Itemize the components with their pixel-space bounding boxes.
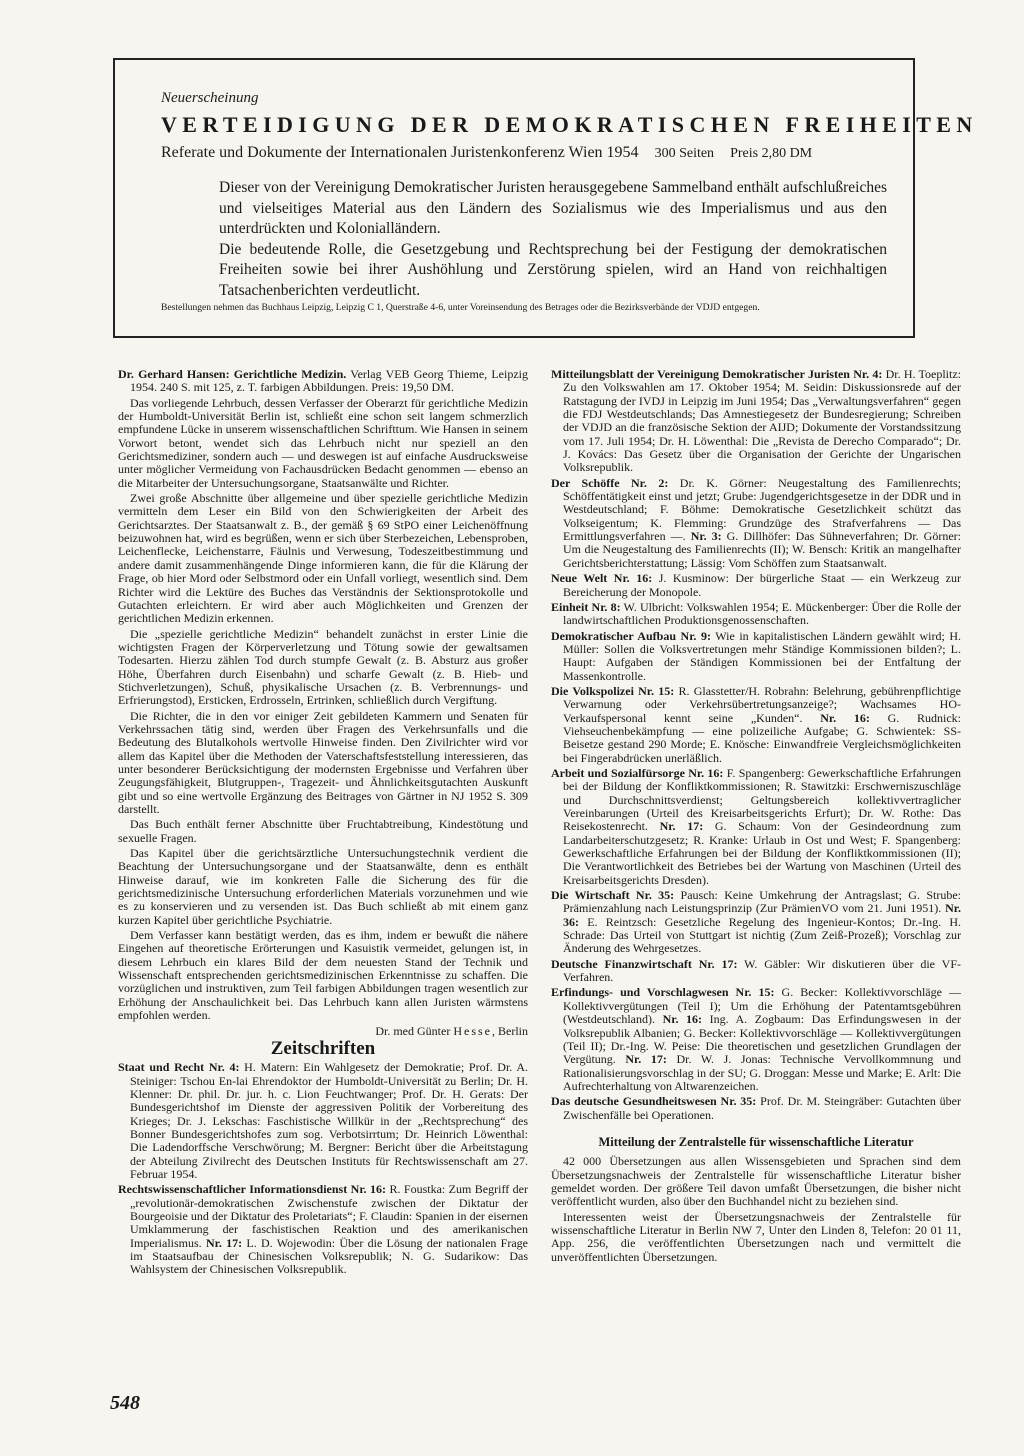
order-note: Bestellungen nehmen das Buchhaus Leipzig, Leipzig C 1, Querstraße 4-6, unter Voreinsendung des Betrages oder die Bezirksverbände der VDJD entgegen. xyxy=(161,302,760,313)
journal-contents: G. Schaum: Von der Gesindeordnung zum Landarbeiterschutzgesetz; R. Kranke: Urlaub in Ost und West; F. Spangenberg: Gewerkschaftliche Erfahrungen bei der Bildung der Konfliktkommissionen (II); Die Verantwortlichkeit des Betriebes bei der Wartung von Maschinen (Urteil des Kreisarbeitsgerichts Dresden). xyxy=(563,819,961,887)
journal-title: Arbeit und Sozialfürsorge Nr. 16: xyxy=(551,765,724,780)
journal-contents: L. D. Wojewodin: Über die Lösung der nationalen Frage im Staatsaufbau der Chinesischen Volksrepublik; N. G. Sudarikow: Das Wahlsystem der Chinesischen Volksrepublik. xyxy=(130,1235,529,1277)
signature-prefix: Dr. med Günter xyxy=(375,1023,454,1038)
journal-entry xyxy=(551,1095,961,1122)
journal-title: Neue Welt Nr. 16: xyxy=(551,571,653,586)
journal-contents: J. Kusminow: Der bürgerliche Staat — ein Werkzeug zur Bereicherung der Monopole. xyxy=(563,571,962,599)
journal-contents: W. Gäbler: Wir diskutieren über die VF-Verfahren. xyxy=(563,956,961,985)
page-number: 548 xyxy=(110,1392,140,1414)
journal-title: Erfindungs- und Vorschlagwesen Nr. 15: xyxy=(551,985,775,1000)
review-signature xyxy=(118,1025,528,1038)
journal-contents: Dr. K. Görner: Neugestaltung des Familienrechts; Schöffentätigkeit einst und jetzt; Grube: Jugendgerichtsgesetze in der DDR und in Westdeutschland; F. Böhme: Demokratische Gesetzlichkeit schützt das Volkseigentum; K. Flemming: Grundzüge des Strafverfahrens — Das Ermittlungsverfahren —. xyxy=(563,475,961,544)
journal-contents: E. Reintzsch: Gesetzliche Regelung des Ingenieur-Kontos; Dr.-Ing. H. Schrade: Das Urteil von Stuttgart ist nichtig (Zum Zeiß-Prozeß); Vorschlag zur Änderung des Wehrgesetzes. xyxy=(563,914,961,956)
journal-issue: Nr. 16: xyxy=(662,1012,703,1027)
announcement-description xyxy=(219,178,887,301)
review-heading xyxy=(118,368,528,395)
announcement-subtitle xyxy=(161,144,901,162)
right-column xyxy=(551,368,961,1266)
journal-entry xyxy=(551,958,961,985)
review-paragraph: Das Buch enthält ferner Abschnitte über Fruchtabtreibung, Kindestötung und sexuelle Fragen. xyxy=(118,817,528,845)
review-paragraph: Das vorliegende Lehrbuch, dessen Verfasser der Oberarzt für gerichtliche Medizin der Humboldt-Universität Berlin ist, schließt eine schon seit langem schmerzlich empfundene Lücke in unserem wissenschaftlichen Schrifttum. Wie Hansen in seinem Vorwort betont, wendet sich das Lehrbuch nicht nur speziell an den Gerichtsmediziner, sondern auch — und deswegen ist auf einfache Ausdrucksweise unter möglicher Vermeidung von Fachausdrücken Bedacht genommen — ebenso an die Mitarbeiter der Untersuchungsorgane, Staatsanwälte und Richter. xyxy=(118,395,528,490)
review-author-title: Dr. Gerhard Hansen: Gerichtliche Medizin. xyxy=(118,367,347,381)
journal-contents: F. Spangenberg: Gewerkschaftliche Erfahrungen bei der Bildung der Konfliktkommissionen; R. Stawitzki: Erschwerniszuschläge und Durchschnittsverdienst; Geltungsbereich kollektivvertraglicher Vereinbarungen (Urteil des Kreisarbeitsgerichts Erfurt); Dr. W. Rothe: Das Reisekostenrecht. xyxy=(563,765,961,834)
journal-issue: Nr. 17: xyxy=(659,819,704,834)
mitteilung-heading: Mitteilung der Zentralstelle für wissenschaftliche Literatur xyxy=(598,1134,914,1149)
journal-title: Deutsche Finanzwirtschaft Nr. 17: xyxy=(551,956,738,971)
pages-count: 300 Seiten xyxy=(654,146,715,161)
journal-entry xyxy=(551,767,961,887)
journal-title: Die Wirtschaft Nr. 35: xyxy=(551,888,675,903)
review-publication: Verlag VEB Georg Thieme, Leipzig 1954. 240 S. mit 125, z. T. farbigen Abbildungen. Preis: 19,50 DM. xyxy=(130,367,528,395)
review-paragraph: Zwei große Abschnitte über allgemeine und über spezielle gerichtliche Medizin vermitteln dem Leser ein Bild von den Schwierigkeiten der Arbeit des Gerichtsarztes. Der Staatsanwalt z. B., der gemäß § 69 StPO einer Leichenöffnung beizuwohnen hat, wird es begrüßen, wenn er sich über Sterbezeichen, Lebensproben, Leichenflecke, Leichenstarre, Fäulnis und Verwesung, Todeszeitbestimmung und andere damit zusammenhängende Dinge informieren kann, die für die Klärung der Frage, ob hier Mord oder Selbstmord oder ein Unfall vorliegt, wesentlich sind. Dem Richter wird die Lektüre des Buches das Verständnis der Sektionsprotokolle und Gutachten erleichtern. Er wird aber auch Möglichkeiten und Grenzen der gerichtlichen Medizin erkennen. xyxy=(118,491,528,626)
announcement-box xyxy=(113,58,978,338)
subtitle-text: Referate und Dokumente der Internationalen Juristenkonferenz Wien 1954 xyxy=(161,144,639,161)
review-paragraph: Das Kapitel über die gerichtsärztliche Untersuchungstechnik verdient die Beachtung der Untersuchungsorgane und der Staatsanwälte, denn es enthält Hinweise darauf, wie im konkreten Falle die Sicherung des für die gerichtsmedizinische Untersuchung erforderlichen Materials vorzunehmen und wie es zu konservieren und zu versenden ist. Das Buch schließt ab mit einem ganz kurzen Kapitel über gerichtliche Psychiatrie. xyxy=(118,846,528,927)
journal-entry xyxy=(551,685,961,765)
journal-issue: Nr. 3: xyxy=(690,529,722,544)
journal-entry xyxy=(551,986,961,1093)
journal-title: Staat und Recht Nr. 4: xyxy=(118,1060,240,1075)
announcement-kicker: Neuerscheinung xyxy=(161,90,259,106)
price: Preis 2,80 DM xyxy=(730,146,813,161)
journal-issue: Nr. 16: xyxy=(820,710,870,725)
journal-contents: Dr. W. J. Jonas: Technische Vervollkommnung und Rationalisierungsvorschlag in der SU; G. Droggan: Messe und Marke; E. Arlt: Die Aufrechterhaltung von Altwarenzeichen. xyxy=(563,1052,962,1093)
review-paragraph: Die „spezielle gerichtliche Medizin“ behandelt zunächst in erster Linie die wichtigsten Fragen der Körperverletzung und Tötung sowie der gewaltsamen Todesarten. Hierzu zählen Tod durch stumpfe Gewalt (z. B. Absturz aus großer Höhe, Überfahren durch Eisenbahn) und scharfe Gewalt (z. B. Hieb- und Stichverletzungen), Schuß, physikalische Ursachen (z. B. Verbrennungs- und Erfrierungstod), Ersticken, Erdrosseln, Ertrinken, schließlich durch Vergiftung. xyxy=(118,626,528,708)
mitteilung-paragraph: Interessenten weist der Übersetzungsnachweis der Zentralstelle für wissenschaftliche Literatur in Berlin NW 7, Unter den Linden 8, Telefon: 20 01 11, App. 256, die veröffentlichten Übersetzungen nach und vermittelt die unveröffentlichten Übersetzungen. xyxy=(551,1209,961,1264)
journal-contents: R. Foustka: Zum Begriff der „revolutionär-demokratischen Zwischenstufe zwischen der Diktatur der Bourgeoisie und der Diktatur des Proletariats“; F. Claudin: Spanien in der eisernen Umklammerung der faschistischen Reaktion und des amerikanischen Imperialismus. xyxy=(130,1182,528,1250)
signature-name: Hesse xyxy=(453,1023,492,1038)
journal-entry xyxy=(551,368,961,475)
journal-title: Die Volkspolizei Nr. 15: xyxy=(551,683,675,698)
journal-contents: W. Ulbricht: Volkswahlen 1954; E. Mückenberger: Über die Rolle der landwirtschaftlichen Produktionsgenossenschaften. xyxy=(563,599,961,628)
journal-entry xyxy=(551,889,961,956)
journal-contents: G. Dillhöfer: Das Sühneverfahren; Dr. Görner: Um die Neugestaltung des Familienrechts (II); W. Bensch: Kritik an mangelhafter Gerichtsberichterstattung; Lässig: Vom Schöffen zum Staatsanwalt. xyxy=(563,529,962,570)
left-column xyxy=(118,368,528,1279)
journal-contents: Ing. A. Zogbaum: Das Erfindungswesen in der Volksrepublik Albanien; G. Becker: Kollektivvorschläge — Kollektivvergütungen (Teil II); Dr.-Ing. W. Peise: Die theoretischen und gesetzlichen Grundlagen der Vergütung. xyxy=(563,1012,961,1067)
mitteilung-paragraph: 42 000 Übersetzungen aus allen Wissensgebieten und Sprachen sind dem Übersetzungsnachweis der Zentralstelle für wissenschaftliche Literatur bisher gemeldet worden. Der größere Teil davon umfaßt Übersetzungen, die bisher nicht veröffentlicht wurden, also über den Buchhandel nicht zu beziehen sind. xyxy=(551,1154,961,1209)
journal-contents: G. Becker: Kollektivvorschläge — Kollektivvergütungen (Teil I); Um die Erhöhung der Patentamtsgebühren (Westdeutschland). xyxy=(563,985,961,1027)
journal-entry xyxy=(551,601,961,628)
journal-title: Einheit Nr. 8: xyxy=(551,599,621,614)
journal-contents: Wie in kapitalistischen Ländern gewählt wird; H. Müller: Sollen die Volksvertretungen mehr Ständige Kommissionen bilden?; L. Haupt: Aufgaben der Ständigen Kommissionen bei der Entfaltung der Massenkontrolle. xyxy=(563,628,961,683)
announcement-title: VERTEIDIGUNG DER DEMOKRATISCHEN FREIHEITEN xyxy=(161,112,978,137)
journal-entry xyxy=(118,1061,528,1181)
journal-title: Mitteilungsblatt der Vereinigung Demokratischer Juristen Nr. 4: xyxy=(551,367,883,381)
journal-contents: Dr. H. Toeplitz: Zu den Volkswahlen am 17. Oktober 1954; M. Seidin: Diskussionsrede auf der Ratstagung der IVDJ in Leipzig im Juni 1954; Das „Verwaltungsverfahren“ gegen die FDJ Westdeutschlands; Das Amnestiegesetz der Bundesregierung; Schreiben der VDJD an die französische Sektion der AIJD; Dokumente der Vorstandssitzung vom 17. Juli 1954; Dr. H. Löwenthal: Die „Revista de Derecho Comparado“; Dr. J. Kovács: Das Gesetz über die Organisation der Gerichte der Ungarischen Volksrepublik. xyxy=(563,367,961,475)
journal-entry xyxy=(551,630,961,683)
description-paragraph: Die bedeutende Rolle, die Gesetzgebung und Rechtsprechung bei der Festigung der demokratischen Freiheiten sowie bei ihrer Aushöhlung und Zerstörung spielen, wird an Hand von reichhaltigen Tatsachenberichten verdeutlicht. xyxy=(219,240,887,299)
journal-entry xyxy=(118,1183,528,1276)
journal-entry xyxy=(551,477,961,570)
journal-contents: Pausch: Keine Umkehrung der Antragslast; G. Strube: Prämienzahlung nach Leistungsprinzip (Zur PrämienVO vom 21. Juni 1951). xyxy=(563,888,961,916)
journal-contents: H. Matern: Ein Wahlgesetz der Demokratie; Prof. Dr. A. Steiniger: Tschou En-lai Ehrendoktor der Humboldt-Universität zu Berlin; Dr. H. Klenner: Dr. phil. Dr. jur. h. c. Lion Feuchtwanger; Prof. Dr. H. Gerats: Der Bundesgerichtshof im Dienste der aggressiven Politik der Vorbereitung des Krieges; Dr. J. Lekschas: Faschistische Willkür in der „Rechtsprechung“ des Bonner Bundesgerichtshofes zum sog. Verbotsirrtum; Dr. Heinrich Löwenthal: Die Ladendorffsche Verschwörung; M. Bergner: Bericht über die Arbeitstagung der Abteilung Zivilrecht des Deutschen Instituts für Rechtswissenschaft am 27. Februar 1954. xyxy=(130,1060,529,1181)
journal-title: Demokratischer Aufbau Nr. 9: xyxy=(551,628,711,643)
journal-title: Rechtswissenschaftlicher Informationsdienst Nr. 16: xyxy=(118,1182,386,1197)
review-paragraph: Die Richter, die in den vor einiger Zeit gebildeten Kammern und Senaten für Verkehrssachen tätig sind, werden über Fragen des Verkehrsunfalls und die Bedeutung des Blutalkohols wertvolle Hinweise finden. Den Zivilrichter wird vor allem das Kapitel über die Methoden der Vaterschaftsfeststellung interessieren, das unter besonderer Berücksichtigung der modernsten Ergebnisse und Verfahren über Zeugungsfähigkeit, Blutgruppen-, Tragezeit- und Ähnlichkeitsgutachten Auskunft gibt und so eine wertvolle Ergänzung des Beitrages von Gärtner in NJ 1952 S. 309 darstellt. xyxy=(118,708,528,816)
journal-issue: Nr. 17: xyxy=(625,1052,667,1067)
zeitschriften-heading: Zeitschriften xyxy=(270,1037,376,1059)
journal-title: Das deutsche Gesundheitswesen Nr. 35: xyxy=(551,1094,757,1109)
description-paragraph: Dieser von der Vereinigung Demokratischer Juristen herausgegebene Sammelband enthält aufschlußreiches und vielseitiges Material aus den Ländern des Sozialismus wie des Imperialismus und aus den unterdrückten und Kolonialländern. xyxy=(219,179,887,237)
review-paragraph: Dem Verfasser kann bestätigt werden, das es ihm, indem er bewußt die nähere Eingehen auf theoretische Erörterungen und Kasuistik vermeidet, gelungen ist, in diesem Lehrbuch ein klares Bild der dem neuesten Stand der Technik und Wissenschaft entsprechenden gerichtsmedizinischen Erkenntnisse zu schaffen. Die vorzüglichen und instruktiven, zum Teil farbigen Abbildungen tragen wesentlich zur Erhöhung der Anschaulichkeit bei. Das Lehrbuch kann allen Juristen wärmstens empfohlen werden. xyxy=(118,928,528,1023)
journal-contents: Prof. Dr. M. Steingräber: Gutachten über Zwischenfälle bei Operationen. xyxy=(563,1094,961,1122)
journal-title: Der Schöffe Nr. 2: xyxy=(551,475,669,490)
journal-entry xyxy=(551,572,961,599)
signature-place: , Berlin xyxy=(492,1023,528,1038)
journal-issue: Nr. 17: xyxy=(205,1235,243,1250)
journal-contents: R. Glasstetter/H. Robrahn: Belehrung, gebührenpflichtige Verwarnung oder Verkehrsübertretungsanzeige?; Wachsames HO-Verkaufspersonal kennt seine „Kunden“. xyxy=(563,683,961,725)
journal-contents: G. Rudnick: Viehseuchenbekämpfung — eine polizeiliche Aufgabe; G. Schwientek: SS-Beisetze gestand 290 Morde; E. Knösche: Einwandfreie Vergleichsmöglichkeiten bei Fingerabdrücken unerläßlich. xyxy=(563,710,962,765)
journal-issue: Nr. 36: xyxy=(563,901,961,929)
